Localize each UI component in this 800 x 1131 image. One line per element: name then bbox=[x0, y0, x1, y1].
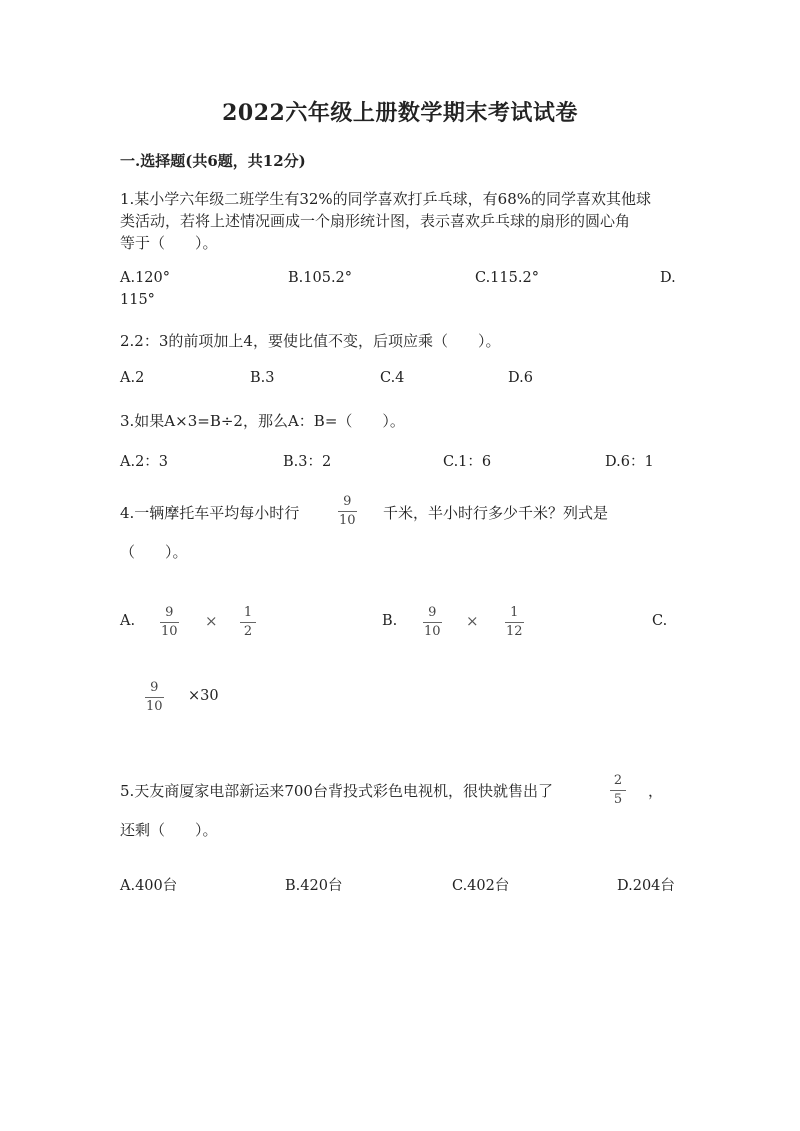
q4-option-c-tail: ×30 bbox=[188, 688, 219, 704]
q2-option-b[interactable]: B.3 bbox=[250, 370, 275, 386]
fraction-numerator: 9 bbox=[428, 605, 437, 620]
fraction-numerator: 9 bbox=[165, 605, 174, 620]
q3-option-b[interactable]: B.3：2 bbox=[283, 454, 332, 470]
q4-option-a[interactable]: A. bbox=[120, 613, 136, 629]
q5-option-c[interactable]: C.402台 bbox=[452, 878, 510, 894]
fraction-denominator: 12 bbox=[506, 624, 523, 639]
page-title: 2022六年级上册数学期末考试试卷 bbox=[222, 100, 578, 126]
q3-option-c[interactable]: C.1：6 bbox=[443, 454, 492, 470]
q4-option-b[interactable]: B. bbox=[382, 613, 398, 629]
fraction-bar bbox=[610, 790, 626, 791]
fraction-denominator: 10 bbox=[161, 624, 178, 639]
fraction-denominator: 10 bbox=[146, 699, 163, 714]
fraction-numerator: 2 bbox=[613, 773, 623, 788]
q4-option-b-fraction-2 bbox=[505, 605, 524, 640]
fraction-denominator: 10 bbox=[339, 513, 356, 528]
question-4-line-2: （ ）。 bbox=[120, 543, 188, 561]
q1-option-c[interactable]: C.115.2° bbox=[475, 270, 539, 286]
fraction-numerator: 9 bbox=[343, 494, 352, 509]
multiply-sign: × bbox=[205, 612, 218, 630]
question-1-line-2: 类活动，若将上述情况画成一个扇形统计图，表示喜欢乒乓球的扇形的圆心角 bbox=[120, 212, 631, 230]
q1-option-d-value[interactable]: 115° bbox=[120, 292, 155, 308]
q5-option-d[interactable]: D.204台 bbox=[617, 878, 675, 894]
fraction-numerator: 9 bbox=[150, 680, 159, 695]
q4-fraction bbox=[338, 494, 357, 529]
section-heading: 一.选择题(共6题，共12分) bbox=[120, 152, 306, 170]
fraction-numerator: 1 bbox=[510, 605, 519, 620]
question-4-text-after: 千米，半小时行多少千米？列式是 bbox=[383, 504, 609, 522]
question-3-text: 3.如果A×3=B÷2，那么A：B=（ ）。 bbox=[120, 412, 405, 430]
q5-option-b[interactable]: B.420台 bbox=[285, 878, 343, 894]
q2-option-d[interactable]: D.6 bbox=[508, 370, 533, 386]
question-5-text-after: ， bbox=[648, 782, 664, 800]
q4-option-c[interactable]: C. bbox=[652, 613, 668, 629]
q2-option-c[interactable]: C.4 bbox=[380, 370, 405, 386]
q1-option-b[interactable]: B.105.2° bbox=[288, 270, 353, 286]
question-1-line-1: 1.某小学六年级二班学生有32%的同学喜欢打乒乓球，有68%的同学喜欢其他球 bbox=[120, 190, 651, 208]
fraction-denominator: 10 bbox=[424, 624, 441, 639]
q1-option-d-label[interactable]: D. bbox=[660, 270, 676, 286]
question-4-text-before: 4.一辆摩托车平均每小时行 bbox=[120, 504, 300, 522]
q5-fraction bbox=[610, 773, 626, 808]
fraction-bar bbox=[145, 697, 164, 698]
q4-option-a-fraction-1 bbox=[160, 605, 179, 640]
q4-option-b-fraction-1 bbox=[423, 605, 442, 640]
multiply-sign: × bbox=[466, 612, 479, 630]
question-1-line-3: 等于（ ）。 bbox=[120, 234, 218, 252]
q1-option-a[interactable]: A.120° bbox=[120, 270, 171, 286]
fraction-numerator: 1 bbox=[243, 605, 253, 620]
q2-option-a[interactable]: A.2 bbox=[120, 370, 145, 386]
q3-option-d[interactable]: D.6：1 bbox=[605, 454, 654, 470]
q4-option-c-fraction bbox=[145, 680, 164, 715]
q3-option-a[interactable]: A.2：3 bbox=[120, 454, 169, 470]
fraction-bar bbox=[505, 622, 524, 623]
fraction-bar bbox=[240, 622, 256, 623]
question-5-text-before: 5.天友商厦家电部新运来700台背投式彩色电视机，很快就售出了 bbox=[120, 782, 553, 800]
fraction-bar bbox=[338, 511, 357, 512]
fraction-bar bbox=[423, 622, 442, 623]
question-2-text: 2.2：3的前项加上4，要使比值不变，后项应乘（ ）。 bbox=[120, 332, 501, 350]
fraction-bar bbox=[160, 622, 179, 623]
q5-option-a[interactable]: A.400台 bbox=[120, 878, 178, 894]
question-5-line-2: 还剩（ ）。 bbox=[120, 821, 218, 839]
fraction-denominator: 2 bbox=[243, 624, 253, 639]
q4-option-a-fraction-2 bbox=[240, 605, 256, 640]
fraction-denominator: 5 bbox=[613, 792, 623, 807]
